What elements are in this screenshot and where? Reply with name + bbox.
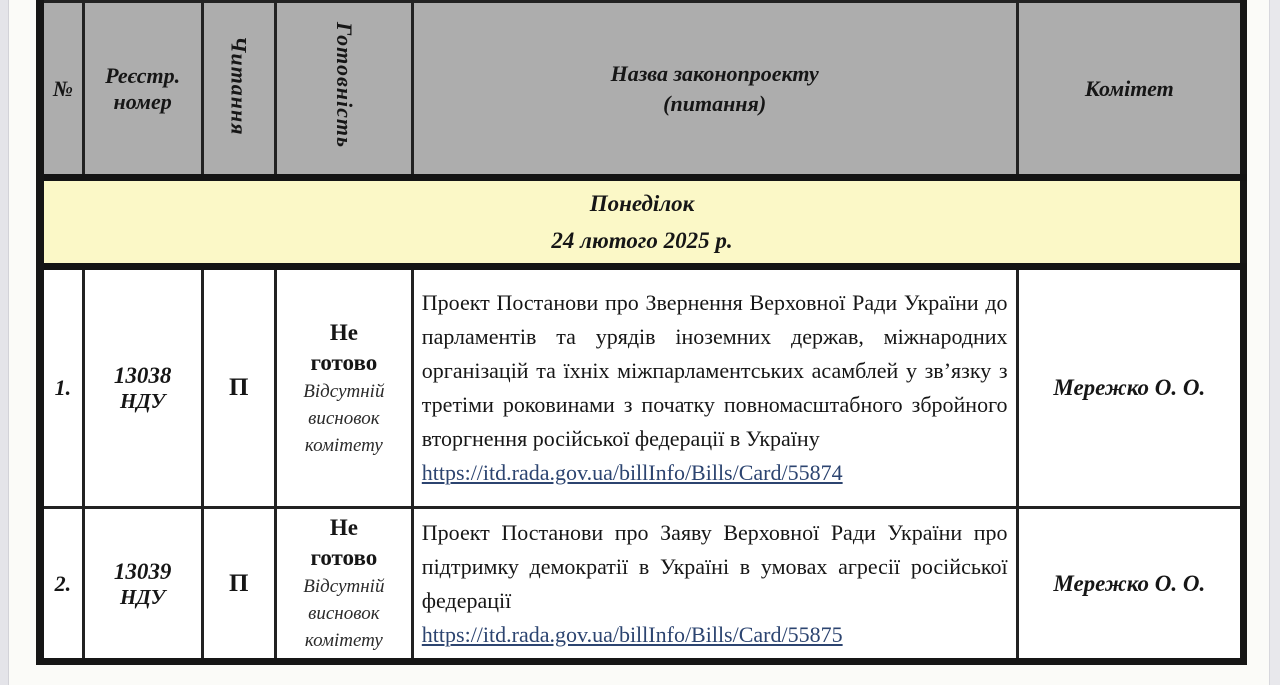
bill-title: Проект Постанови про Заяву Верховної Ради України про підтримку демократії в Україні в умовах агресії російської федерації (421, 519, 1008, 613)
header-bill-title (412, 2, 1017, 178)
header-reading (202, 2, 275, 178)
bill-reg-number: 13038 (113, 363, 172, 388)
bill-reg-number: 13039 (113, 558, 172, 584)
bill-link[interactable]: https://itd.rada.gov.ua/billInfo/Bills/Card/55874 (421, 460, 843, 485)
bill-committee-cell (1017, 508, 1243, 662)
bill-reg-suffix: НДУ (119, 584, 166, 609)
bill-readiness-note: Відсутній висновок комітету (303, 576, 385, 651)
bill-reading: П (229, 569, 249, 597)
bill-row (40, 267, 1244, 508)
header-bill-title-line1: Назва законопроекту (610, 60, 819, 86)
bill-number-cell (40, 508, 83, 662)
bill-readiness-status: Не готово (310, 319, 378, 375)
bill-committee: Мережко О. О. (1053, 570, 1206, 596)
header-committee-label: Комітет (1084, 75, 1174, 101)
bill-readiness-cell (275, 267, 412, 508)
bill-reg-cell (83, 267, 202, 508)
bill-readiness-note: Відсутній висновок комітету (303, 380, 385, 456)
header-readiness-label: Готовність (331, 22, 357, 149)
bill-title: Проект Постанови про Звернення Верховної Ради України до парламентів та урядів іноземних держав, міжнародних організацій та їхніх міжпарламентських асамблей у зв’язку з третіми роковинами з початку повномасштабного збройного вторгнення російської федерації в Україну (421, 290, 1008, 451)
bill-committee-cell (1017, 267, 1243, 508)
header-reg-number (83, 2, 202, 178)
bill-reading-cell (202, 508, 275, 662)
page-right-edge (1269, 0, 1280, 685)
header-readiness (275, 2, 412, 178)
bill-number-cell (40, 267, 83, 508)
day-banner-row (40, 178, 1244, 267)
bill-link[interactable]: https://itd.rada.gov.ua/billInfo/Bills/Card/55875 (421, 621, 843, 647)
day-banner-weekday: Понеділок (589, 191, 695, 216)
page-left-edge (0, 0, 9, 685)
bill-number: 2. (54, 570, 72, 596)
bill-link-line (422, 456, 1008, 490)
table-header-row (40, 2, 1244, 178)
agenda-table (36, 0, 1247, 665)
header-reg-label: Реєстр. номер (105, 62, 181, 114)
bill-title-cell (412, 508, 1017, 662)
bill-readiness-cell (275, 508, 412, 662)
bill-row (40, 508, 1244, 662)
day-banner (40, 178, 1244, 267)
header-reading-label: Читання (226, 35, 252, 136)
bill-link-line (422, 618, 1008, 652)
header-num-label: № (52, 75, 73, 101)
bill-reg-cell (83, 508, 202, 662)
header-num (40, 2, 83, 178)
bill-title-cell (412, 267, 1017, 508)
header-committee (1017, 2, 1243, 178)
header-bill-title-line2: (питання) (663, 90, 767, 116)
bill-committee: Мережко О. О. (1053, 375, 1206, 400)
bill-reading: П (229, 374, 249, 401)
bill-reading-cell (202, 267, 275, 508)
day-banner-date: 24 лютого 2025 р. (551, 228, 733, 253)
bill-number: 1. (54, 375, 72, 400)
bill-reg-suffix: НДУ (119, 389, 166, 413)
bill-readiness-status: Не готово (310, 515, 378, 570)
